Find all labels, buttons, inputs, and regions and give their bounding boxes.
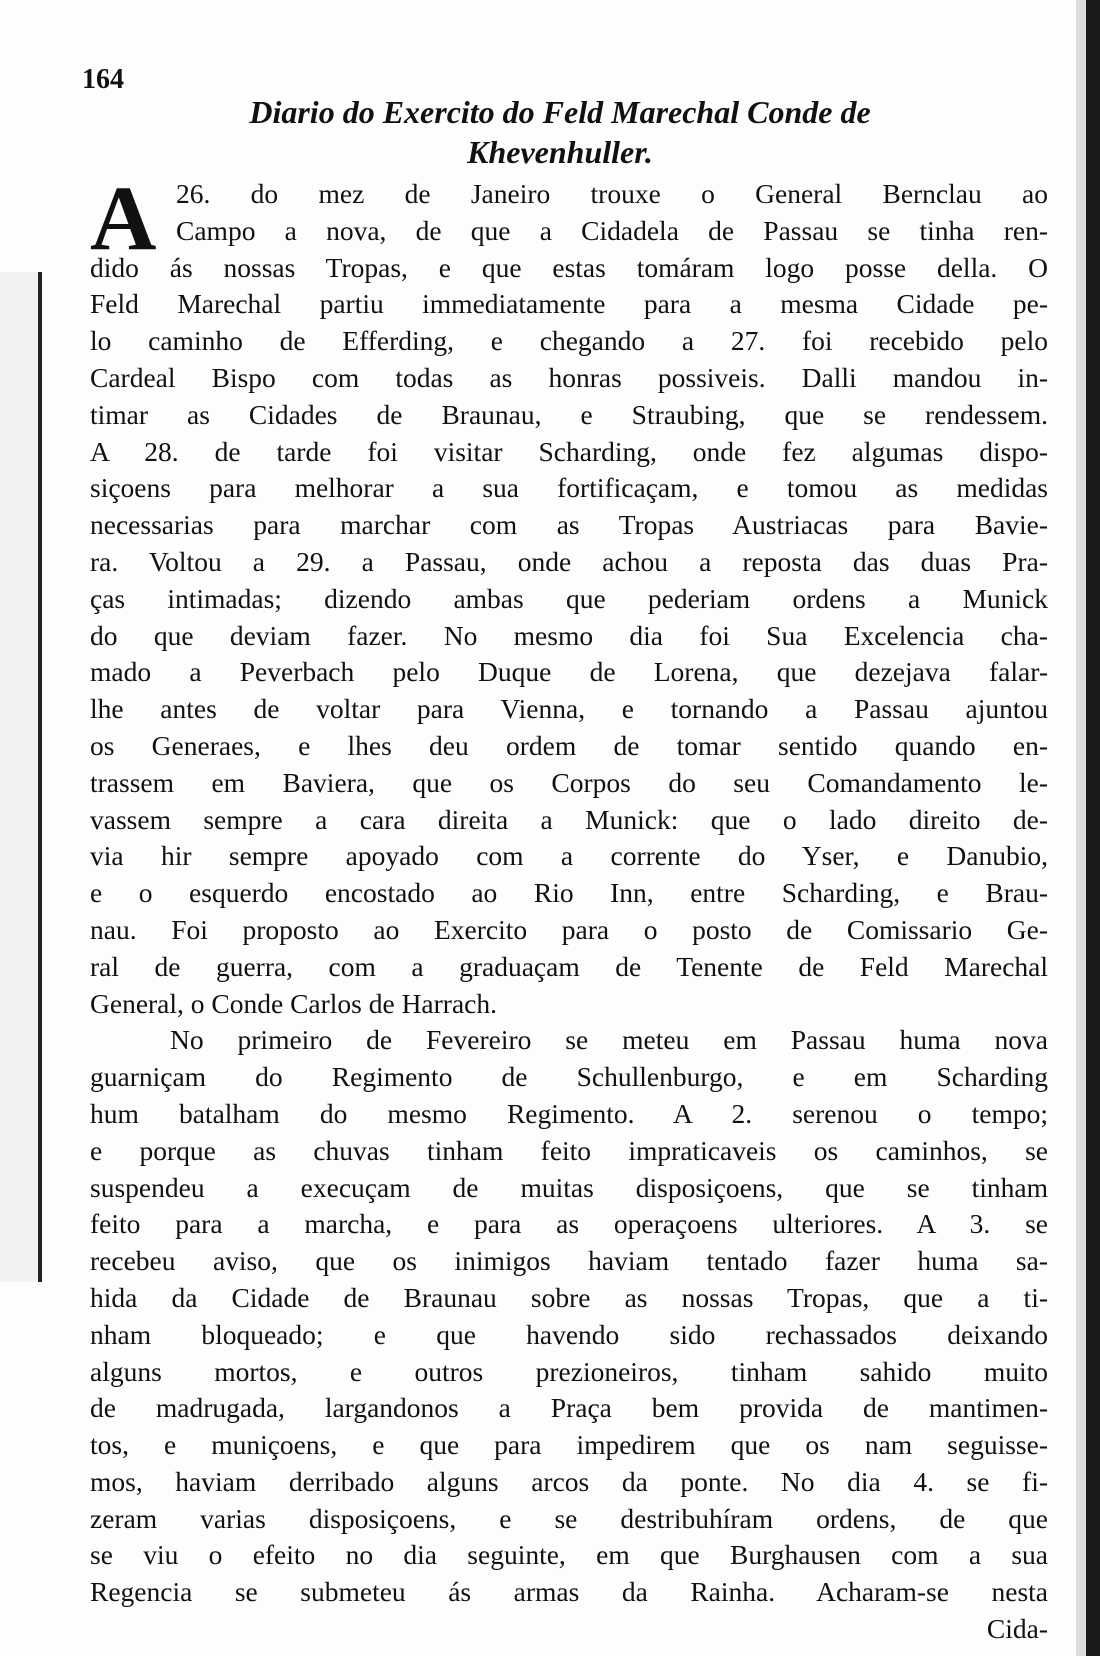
- text-line: siçoens para melhorar a sua fortificaçam, e tomou as medidas: [90, 472, 1048, 504]
- text-line: lo caminho de Efferding, e chegando a 27. foi recebido pelo: [90, 325, 1048, 357]
- text-line: nham bloqueado; e que havendo sido rechassados deixando: [90, 1318, 1048, 1350]
- text-line: hida da Cidade de Braunau sobre as nossas Tropas, que a ti-: [90, 1281, 1048, 1313]
- text-line: ral de guerra, com a graduaçam de Tenente de Feld Marechal: [90, 950, 1048, 982]
- text-line: via hir sempre apoyado com a corrente do Yser, e Danubio,: [90, 840, 1048, 872]
- text-line: suspendeu a execuçam de muitas disposiçoens, que se tinham: [90, 1171, 1048, 1203]
- text-line: timar as Cidades de Braunau, e Straubing, que se rendessem.: [90, 398, 1048, 430]
- text-line: e o esquerdo encostado ao Rio Inn, entre Scharding, e Brau-: [90, 877, 1048, 909]
- text-line: os Generaes, e lhes deu ordem de tomar sentido quando en-: [90, 729, 1048, 761]
- text-line: tos, e muniçoens, e que para impedirem que os nam seguisse-: [90, 1429, 1048, 1461]
- text-line: dido ás nossas Tropas, e que estas tomáram logo posse della. O: [90, 251, 1048, 283]
- text-line: mado a Peverbach pelo Duque de Lorena, que dezejava falar-: [90, 656, 1048, 688]
- text-line: ças intimadas; dizendo ambas que pederiam ordens a Munick: [90, 582, 1048, 614]
- text-line: No primeiro de Fevereiro se meteu em Passau huma nova: [170, 1024, 1048, 1056]
- text-line: se viu o efeito no dia seguinte, em que Burghausen com a sua: [90, 1539, 1048, 1571]
- text-line: feito para a marcha, e para as operaçoens ulteriores. A 3. se: [90, 1208, 1048, 1240]
- page-title-line-2: Khevenhuller.: [467, 134, 653, 170]
- text-line: 26. do mez de Janeiro trouxe o General Bernclau ao: [176, 178, 1048, 209]
- text-line: alguns mortos, e outros prezioneiros, tinham sahido muito: [90, 1355, 1048, 1387]
- text-line: A 28. de tarde foi visitar Scharding, onde fez algumas dispo-: [90, 435, 1048, 467]
- text-line: e porque as chuvas tinham feito impraticaveis os caminhos, se: [90, 1134, 1048, 1166]
- text-line: hum batalham do mesmo Regimento. A 2. serenou o tempo;: [90, 1097, 1048, 1129]
- text-line: mos, haviam derribado alguns arcos da ponte. No dia 4. se fi-: [90, 1465, 1048, 1497]
- text-line: guarniçam do Regimento de Schullenburgo, e em Scharding: [90, 1061, 1048, 1093]
- text-line: trassem em Baviera, que os Corpos do seu Comandamento le-: [90, 766, 1048, 798]
- text-line: General, o Conde Carlos de Harrach.: [90, 987, 497, 1019]
- text-line: ra. Voltou a 29. a Passau, onde achou a reposta das duas Pra-: [90, 545, 1048, 577]
- text-line: Cardeal Bispo com todas as honras possiveis. Dalli mandou in-: [90, 361, 1048, 393]
- binding-edge: [1086, 0, 1100, 1656]
- text-line: recebeu aviso, que os inimigos haviam tentado fazer huma sa-: [90, 1245, 1048, 1277]
- page-title-line-1: Diario do Exercito do Feld Marechal Conde de: [249, 94, 871, 130]
- text-line: Cida-: [986, 1613, 1048, 1645]
- page-number: 164: [82, 64, 124, 95]
- text-line: do que deviam fazer. No mesmo dia foi Sua Excelencia cha-: [90, 619, 1048, 651]
- text-line: Campo a nova, de que a Cidadela de Passau se tinha ren-: [176, 214, 1048, 246]
- adjacent-page-edge: [0, 272, 42, 1282]
- text-line: de madrugada, largandonos a Praça bem provida de mantimen-: [90, 1392, 1048, 1424]
- text-line: Regencia se submeteu ás armas da Rainha. Acharam-se nesta: [90, 1576, 1048, 1608]
- page-gutter-shadow: [1076, 0, 1086, 1656]
- text-line: Feld Marechal partiu immediatamente para a mesma Cidade pe-: [90, 288, 1048, 320]
- text-line: lhe antes de voltar para Vienna, e tornando a Passau ajuntou: [90, 693, 1048, 725]
- text-line: zeram varias disposiçoens, e se destribuhíram ordens, de que: [90, 1502, 1048, 1534]
- text-line: nau. Foi proposto ao Exercito para o posto de Comissario Ge-: [90, 913, 1048, 945]
- text-line: vassem sempre a cara direita a Munick: que o lado direito de-: [90, 803, 1048, 835]
- body-text: [90, 176, 1048, 1648]
- text-line: necessarias para marchar com as Tropas Austriacas para Bavie-: [90, 509, 1048, 541]
- drop-cap: A: [90, 167, 157, 269]
